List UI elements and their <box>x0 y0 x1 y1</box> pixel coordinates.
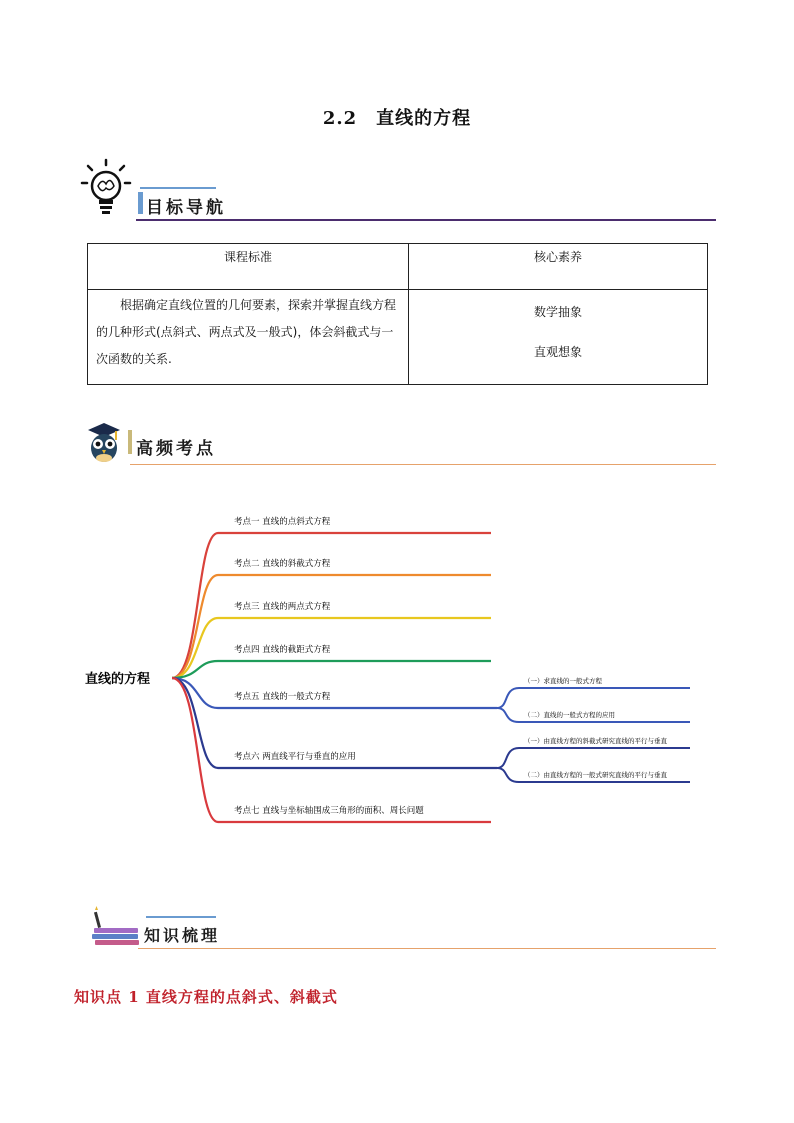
mindmap-subbranch-label: （二）由直线方程的一般式研究直线的平行与垂直 <box>524 771 667 779</box>
table-header-literacy: 核心素养 <box>409 244 708 290</box>
lightbulb-brain-icon <box>78 158 134 218</box>
exam-banner-label: 高频考点 <box>136 439 216 459</box>
graduate-owl-icon <box>86 420 122 464</box>
mindmap-branch <box>172 678 497 708</box>
mindmap-branch-label: 考点七 直线与坐标轴围成三角形的面积、周长问题 <box>234 806 424 816</box>
banner-accent-bar <box>138 192 143 214</box>
mindmap-branch <box>172 533 491 678</box>
mindmap-branch-label: 考点二 直线的斜截式方程 <box>234 559 331 569</box>
mindmap-subbranch-label: （一）求直线的一般式方程 <box>524 677 602 685</box>
knowledge-point-heading: 知识点 1 直线方程的点斜式、斜截式 <box>74 988 338 1006</box>
knowledge-banner <box>92 906 732 956</box>
mindmap-subbranch-label: （一）由直线方程的斜截式研究直线的平行与垂直 <box>524 737 667 745</box>
books-pencil-icon <box>92 906 142 948</box>
mindmap-subbranch <box>497 748 690 768</box>
mindmap-branch-label: 考点三 直线的两点式方程 <box>234 602 331 612</box>
mindmap-branch-label: 考点五 直线的一般式方程 <box>234 692 331 702</box>
mindmap-subbranch <box>497 688 690 708</box>
mindmap-branch <box>172 575 491 678</box>
exam-banner-rule <box>130 464 716 465</box>
exam-banner <box>86 418 726 468</box>
banner-accent-bar <box>128 430 132 454</box>
mindmap-root: 直线的方程 <box>85 672 151 687</box>
goal-banner-label: 目标导航 <box>146 198 226 218</box>
banner-accent-line <box>146 916 216 918</box>
mindmap-branch <box>172 678 491 822</box>
table-header-standard: 课程标准 <box>88 244 409 290</box>
mindmap-branch-label: 考点六 两直线平行与垂直的应用 <box>234 752 356 762</box>
mindmap <box>0 500 794 840</box>
mindmap-subbranch-label: （二）直线的一般式方程的应用 <box>524 711 615 719</box>
knowledge-banner-rule <box>138 948 716 949</box>
goal-table <box>87 243 708 385</box>
mindmap-branch <box>172 618 491 678</box>
goal-banner-rule <box>136 219 716 221</box>
mindmap-branch-label: 考点四 直线的截距式方程 <box>234 645 331 655</box>
banner-accent-line <box>140 187 216 189</box>
mindmap-branch-label: 考点一 直线的点斜式方程 <box>234 517 331 527</box>
literacy-item: 直观想象 <box>533 345 582 359</box>
literacy-item: 数学抽象 <box>533 305 582 319</box>
standard-text: 根据确定直线位置的几何要素，探索并掌握直线方程的几种形式(点斜式、两点式及一般式)，体会斜截式与一次函数的关系. <box>88 290 409 385</box>
mindmap-branch <box>172 661 491 678</box>
goal-banner <box>78 158 718 224</box>
literacy-cell <box>409 290 708 385</box>
page-title: 2.2 直线的方程 <box>322 108 472 129</box>
knowledge-banner-label: 知识梳理 <box>144 926 221 945</box>
